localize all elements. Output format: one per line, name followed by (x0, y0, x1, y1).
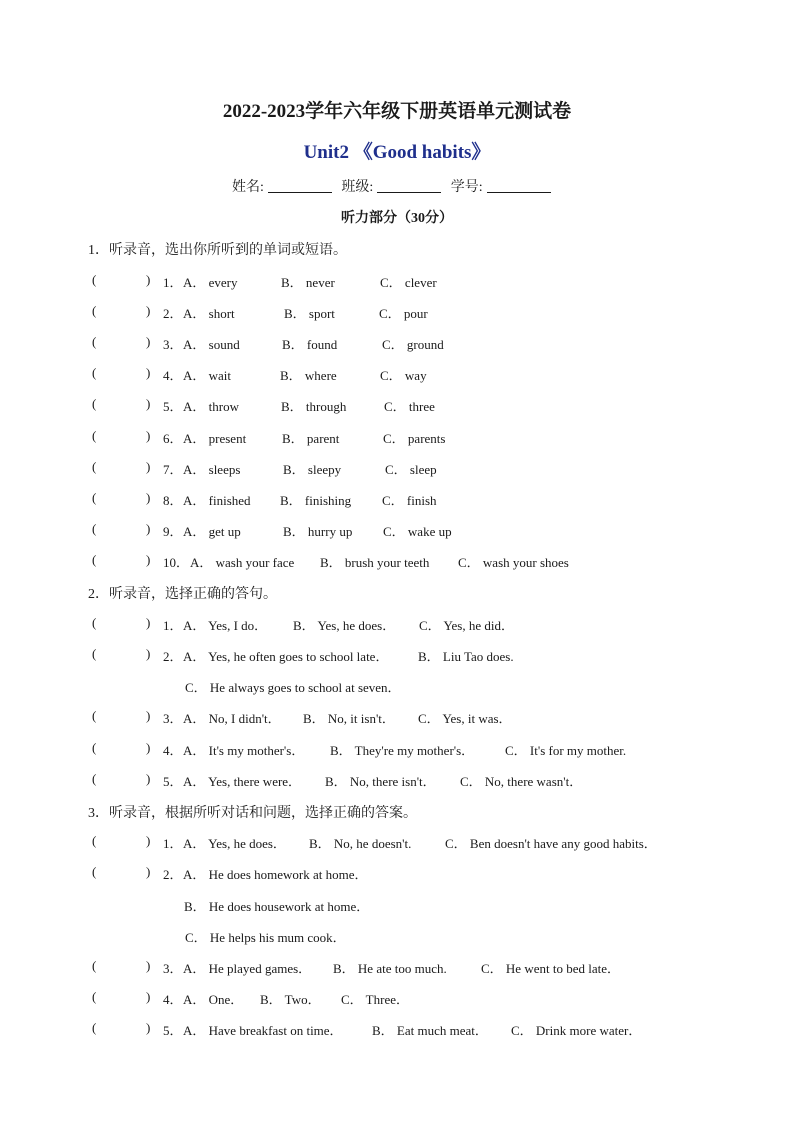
option-c: C． ground (382, 337, 444, 352)
option-c: C． He always goes to school at seven． (185, 680, 401, 695)
option-a: A． Yes, I do． (183, 618, 268, 633)
option-c: C． clever (380, 275, 437, 290)
option-b: B． brush your teeth (320, 555, 430, 570)
item-number: 4． (163, 368, 183, 383)
part1-title: 1．听录音，选出你所听到的单词或短语。 (88, 243, 347, 258)
answer-paren-open[interactable]: ( (92, 615, 97, 630)
item-number: 4． (163, 743, 183, 758)
option-a: A． sleeps (183, 462, 241, 477)
option-b: B． No, there isn't． (325, 774, 436, 789)
option-b: B． finishing (280, 493, 352, 508)
answer-paren-close: ) (146, 708, 151, 723)
option-c: C． sleep (385, 462, 437, 477)
option-a: A． get up (183, 524, 241, 539)
option-b: B． parent (282, 431, 340, 446)
item-number: 9． (163, 524, 183, 539)
option-c: C． pour (379, 306, 428, 321)
answer-paren-open[interactable]: ( (92, 989, 97, 1004)
name-label: 姓名: (232, 180, 264, 195)
item-number: 10． (163, 555, 190, 570)
answer-paren-open[interactable]: ( (92, 272, 97, 287)
option-c: C． Drink more water． (511, 1023, 642, 1038)
class-label: 班级: (341, 180, 374, 195)
item-number: 5． (163, 774, 183, 789)
option-a: A． He played games． (183, 961, 312, 976)
item-number: 8． (163, 493, 183, 508)
answer-paren-close: ) (146, 303, 151, 318)
item-number: 2． (163, 649, 183, 664)
answer-paren-open[interactable]: ( (92, 396, 97, 411)
option-a: A． sound (183, 337, 240, 352)
option-b: B． Yes, he does． (293, 618, 396, 633)
option-c: C． Yes, it was． (418, 711, 512, 726)
answer-paren-close: ) (146, 958, 151, 973)
option-a: A． Have breakfast on time． (183, 1023, 343, 1038)
answer-paren-close: ) (146, 646, 151, 661)
option-b: B． He does housework at home． (184, 899, 370, 914)
answer-paren-close: ) (146, 490, 151, 505)
answer-paren-close: ) (146, 334, 151, 349)
option-a: A． Yes, he often goes to school late． (183, 649, 389, 664)
option-b: B． where (280, 368, 337, 383)
item-number: 2． (163, 867, 183, 882)
exam-title: 2022-2023学年六年级下册英语单元测试卷 (222, 101, 572, 122)
answer-paren-close: ) (146, 428, 151, 443)
part2-title: 2．听录音，选择正确的答句。 (88, 587, 277, 602)
answer-paren-open[interactable]: ( (92, 740, 97, 755)
answer-paren-open[interactable]: ( (92, 771, 97, 786)
option-b: B． hurry up (283, 524, 353, 539)
item-number: 5． (163, 399, 183, 414)
option-b: B． They're my mother's． (330, 743, 475, 758)
item-number: 5． (163, 1023, 183, 1038)
answer-paren-open[interactable]: ( (92, 864, 97, 879)
answer-paren-open[interactable]: ( (92, 708, 97, 723)
option-a: A． No, I didn't． (183, 711, 281, 726)
section-heading: 听力部分（30分） (341, 211, 453, 226)
answer-paren-close: ) (146, 552, 151, 567)
option-b: B． Eat much meat． (372, 1023, 488, 1038)
option-c: C． three (384, 399, 435, 414)
answer-paren-open[interactable]: ( (92, 646, 97, 661)
option-c: C． parents (383, 431, 446, 446)
part3-title: 3．听录音，根据所听对话和问题，选择正确的答案。 (88, 806, 417, 821)
answer-paren-open[interactable]: ( (92, 303, 97, 318)
item-number: 3． (163, 961, 183, 976)
option-b: B． No, it isn't． (303, 711, 395, 726)
option-a: A． He does homework at home． (183, 867, 368, 882)
number-label: 学号: (450, 180, 483, 195)
option-c: C． wash your shoes (458, 555, 569, 570)
option-b: B． through (281, 399, 347, 414)
item-number: 1． (163, 275, 183, 290)
item-number: 4． (163, 992, 183, 1007)
unit-subtitle: Unit2 《Good habits》 (303, 142, 491, 163)
option-a: A． One． (183, 992, 244, 1007)
option-c: C． Yes, he did． (419, 618, 514, 633)
answer-paren-close: ) (146, 771, 151, 786)
option-b: B． Two． (260, 992, 321, 1007)
option-c: C． It's for my mother. (505, 743, 627, 758)
answer-paren-close: ) (146, 365, 151, 380)
item-number: 3． (163, 337, 183, 352)
class-blank[interactable] (377, 178, 441, 193)
option-c: C． He helps his mum cook． (185, 930, 346, 945)
item-number: 1． (163, 836, 183, 851)
option-a: A． present (183, 431, 247, 446)
answer-paren-close: ) (146, 989, 151, 1004)
option-c: C． finish (382, 493, 437, 508)
answer-paren-close: ) (146, 615, 151, 630)
option-c: C． No, there wasn't． (460, 774, 583, 789)
option-b: B． found (282, 337, 338, 352)
option-a: A． Yes, there were． (183, 774, 302, 789)
option-a: A． wait (183, 368, 232, 383)
option-a: A． It's my mother's． (183, 743, 305, 758)
option-a: A． wash your face (190, 555, 295, 570)
option-b: B． never (281, 275, 335, 290)
option-b: B． He ate too much. (333, 961, 447, 976)
number-blank[interactable] (487, 178, 551, 193)
option-b: B． Liu Tao does. (418, 649, 514, 664)
option-b: B． sleepy (283, 462, 342, 477)
option-c: C． Ben doesn't have any good habits． (445, 836, 657, 851)
option-a: A． throw (183, 399, 239, 414)
item-number: 6． (163, 431, 183, 446)
answer-paren-close: ) (146, 864, 151, 879)
answer-paren-close: ) (146, 833, 151, 848)
answer-paren-open[interactable]: ( (92, 521, 97, 536)
answer-paren-close: ) (146, 1020, 151, 1035)
option-b: B． sport (284, 306, 335, 321)
option-a: A． short (183, 306, 235, 321)
answer-paren-close: ) (146, 740, 151, 755)
answer-paren-open[interactable]: ( (92, 334, 97, 349)
option-b: B． No, he doesn't. (309, 836, 412, 851)
item-number: 2． (163, 306, 183, 321)
answer-paren-open[interactable]: ( (92, 552, 97, 567)
answer-paren-open[interactable]: ( (92, 833, 97, 848)
option-a: A． Yes, he does． (183, 836, 286, 851)
answer-paren-open[interactable]: ( (92, 459, 97, 474)
option-a: A． finished (183, 493, 251, 508)
option-c: C． wake up (383, 524, 452, 539)
answer-paren-open[interactable]: ( (92, 365, 97, 380)
item-number: 1． (163, 618, 183, 633)
answer-paren-open[interactable]: ( (92, 428, 97, 443)
answer-paren-close: ) (146, 272, 151, 287)
name-blank[interactable] (268, 178, 332, 193)
answer-paren-close: ) (146, 396, 151, 411)
item-number: 7． (163, 462, 183, 477)
answer-paren-open[interactable]: ( (92, 1020, 97, 1035)
answer-paren-open[interactable]: ( (92, 958, 97, 973)
answer-paren-open[interactable]: ( (92, 490, 97, 505)
option-c: C． Three． (341, 992, 409, 1007)
item-number: 3． (163, 711, 183, 726)
student-info (232, 176, 557, 196)
option-c: C． He went to bed late． (481, 961, 620, 976)
answer-paren-close: ) (146, 521, 151, 536)
option-c: C． way (380, 368, 427, 383)
answer-paren-close: ) (146, 459, 151, 474)
option-a: A． every (183, 275, 238, 290)
